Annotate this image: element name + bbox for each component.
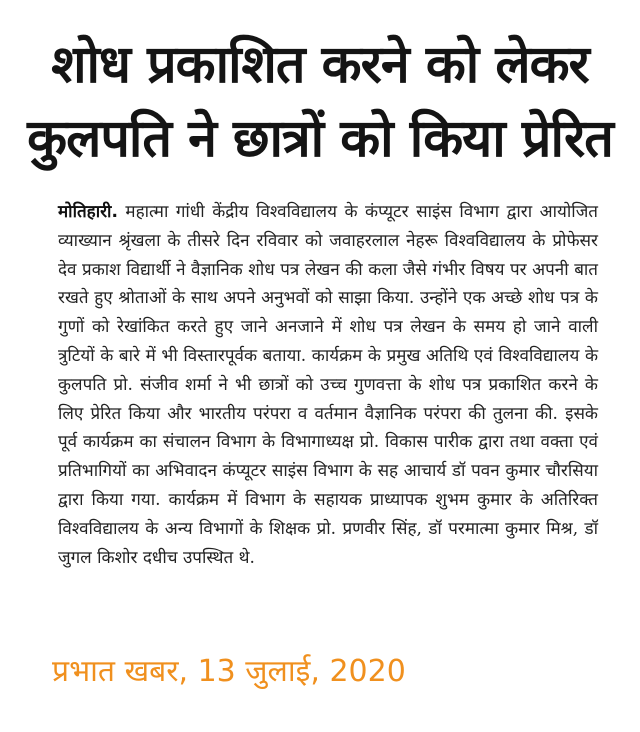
source-caption: प्रभात खबर, 13 जुलाई, 2020 [52, 654, 406, 689]
headline-line-1: शोध प्रकाशित करने को लेकर [51, 35, 589, 95]
headline-line-2: कुलपति ने छात्रों को किया प्रेरित [27, 109, 613, 169]
article-body [58, 198, 598, 572]
article-headline [20, 28, 620, 176]
article-body-text: महात्मा गांधी केंद्रीय विश्वविद्यालय के कंप्यूटर साइंस विभाग द्वारा आयोजित व्याख्यान श्रृंखला के तीसरे दिन रविवार को जवाहरलाल नेहरू विश्वविद्यालय के प्रोफेसर देव प्रकाश विद्यार्थी ने वैज्ञानिक शोध पत्र लेखन की कला जैसे गंभीर विषय पर अपनी बात रखते हुए श्रोताओं के साथ अपने अनुभवों को साझा किया. उन्होंने एक अच्छे शोध पत्र के गुणों को रेखांकित करते हुए जाने अनजाने में शोध पत्र लेखन के समय हो जाने वाली त्रुटियों के बारे में भी विस्तारपूर्वक बताया. कार्यक्रम के प्रमुख अतिथि एवं विश्वविद्यालय के कुलपति प्रो. संजीव शर्मा ने भी छात्रों को उच्च गुणवत्ता के शोध पत्र प्रकाशित करने के लिए प्रेरित किया और भारतीय परंपरा व वर्तमान वैज्ञानिक परंपरा की तुलना की. इसके पूर्व कार्यक्रम का संचालन विभाग के विभागाध्यक्ष प्रो. विकास पारीक द्वारा तथा वक्ता एवं प्रतिभागियों का अभिवादन कंप्यूटर साइंस विभाग के सह आचार्य डॉ पवन कुमार चौरसिया द्वारा किया गया. कार्यक्रम में विभाग के सहायक प्राध्यापक शुभम कुमार के अतिरिक्त विश्वविद्यालय के अन्य विभागों के शिक्षक प्रो. प्रणवीर सिंह, डॉ परमात्मा कुमार मिश्र, डॉ जुगल किशोर दधीच उपस्थित थे. [58, 202, 598, 568]
article-dateline: मोतिहारी. [58, 202, 118, 222]
